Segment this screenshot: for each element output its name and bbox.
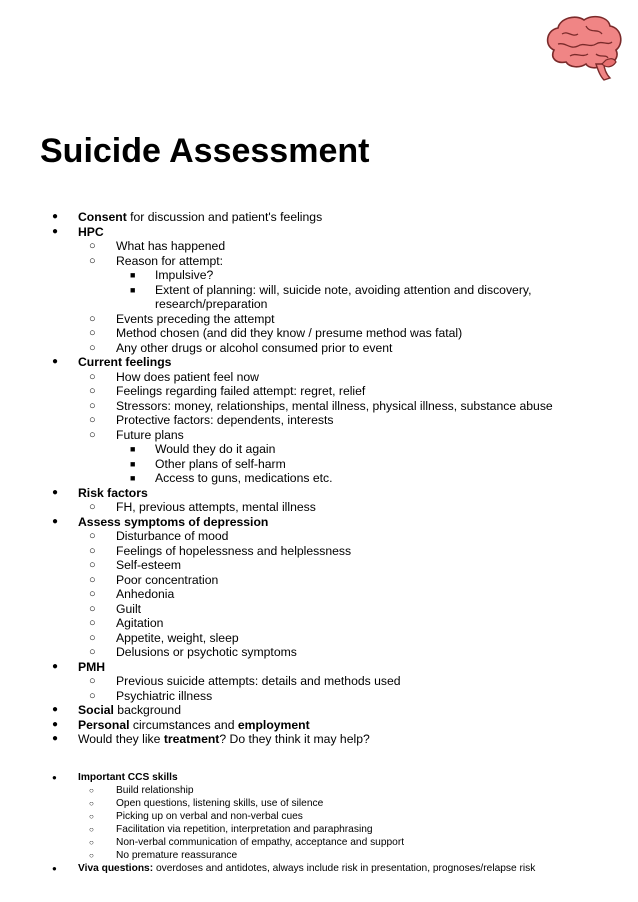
text-run: Would they do it again [155, 442, 276, 456]
text-run: for discussion and patient's feelings [126, 210, 323, 224]
bullet-icon: ○ [89, 530, 96, 542]
list-item [0, 558, 638, 573]
text-run: Facilitation via repetition, interpretation and paraphrasing [116, 823, 373, 835]
list-item-text [116, 500, 316, 515]
list-item [0, 399, 638, 414]
list-item-text [116, 823, 373, 836]
list-item [0, 836, 638, 849]
bold-text: treatment [163, 732, 220, 746]
text-run: Any other drugs or alcohol consumed prior to event [116, 340, 393, 355]
list-item [0, 326, 638, 341]
list-item-text [116, 428, 184, 443]
text-run: circumstances and [129, 717, 238, 732]
list-item-text [78, 355, 171, 370]
bullet-icon: ● [52, 660, 59, 672]
list-item-text [116, 616, 163, 631]
bullet-icon: ● [52, 863, 57, 873]
list-item-text [155, 268, 213, 283]
bullet-icon: ○ [89, 811, 94, 821]
text-run: Would they like [78, 732, 164, 746]
bullet-icon: ○ [89, 675, 96, 687]
text-run: Future plans [116, 427, 184, 442]
list-item [0, 862, 638, 875]
list-item [0, 587, 638, 602]
bullet-icon: ○ [89, 837, 94, 847]
list-item [0, 689, 638, 704]
text-run: Access to guns, medications etc. [155, 471, 333, 485]
list-item-text [116, 631, 239, 646]
bullet-icon: ○ [89, 370, 96, 383]
list-item-text [116, 254, 223, 269]
text-run: Method chosen (and did they know / presume method was fatal) [116, 326, 463, 340]
list-item-text [116, 689, 212, 704]
text-run: How does patient feel now [116, 369, 259, 384]
list-item [0, 797, 638, 810]
list-item [0, 428, 638, 443]
text-run: Open questions, listening skills, use of silence [116, 797, 324, 809]
bullet-icon: ○ [89, 254, 96, 267]
list-item [0, 384, 638, 399]
list-item-text [116, 384, 365, 399]
bullet-icon: ○ [89, 798, 94, 808]
bullet-icon: ○ [89, 544, 96, 557]
list-item [0, 500, 638, 515]
text-run: Disturbance of mood [116, 529, 229, 543]
brain-icon [540, 12, 626, 82]
bullet-icon: ○ [89, 785, 94, 795]
list-item [0, 268, 638, 283]
text-run: Appetite, weight, sleep [116, 630, 239, 645]
bullet-icon: ● [52, 733, 59, 744]
text-run: Previous suicide attempts: details and methods used [116, 674, 401, 688]
list-item-text [78, 486, 148, 501]
text-run: Delusions or psychotic symptoms [116, 645, 297, 659]
text-run: background [113, 703, 181, 717]
bullet-icon: ○ [89, 588, 96, 600]
list-item [0, 413, 638, 428]
bullet-icon: ○ [89, 559, 96, 571]
text-run: FH, previous attempts, mental illness [116, 500, 316, 514]
list-item-text [78, 515, 268, 530]
bullet-icon: ● [52, 772, 57, 782]
bullet-icon: ■ [130, 473, 136, 483]
list-item [0, 616, 638, 631]
bullet-icon: ○ [89, 428, 96, 441]
list-item [0, 573, 638, 588]
list-item [0, 645, 638, 660]
section-gap [0, 747, 638, 771]
list-item-text [78, 225, 104, 240]
text-run: Poor concentration [116, 572, 219, 587]
list-item [0, 312, 638, 327]
bullet-icon: ● [52, 211, 59, 222]
bullet-icon: ○ [89, 341, 96, 354]
list-item-text [155, 457, 286, 472]
list-item-text [116, 326, 462, 341]
list-item [0, 602, 638, 617]
bullet-icon: ○ [89, 850, 94, 860]
list-item-text [116, 602, 141, 617]
assessment-list [0, 210, 638, 875]
list-item-text [78, 703, 181, 718]
list-item [0, 718, 638, 733]
bullet-icon: ○ [89, 824, 94, 834]
text-run: Extent of planning: will, suicide note, avoiding attention and discovery, research/preparation [155, 282, 532, 311]
list-item [0, 442, 638, 457]
bullet-icon: ● [52, 225, 59, 237]
bullet-icon: ● [52, 515, 59, 527]
list-item-text [78, 862, 535, 875]
bold-text: HPC [78, 224, 104, 239]
list-item-text [78, 771, 178, 784]
bullet-icon: ■ [130, 284, 136, 295]
list-item [0, 341, 638, 356]
list-item-text [116, 558, 181, 573]
list-item [0, 674, 638, 689]
text-run: Events preceding the attempt [116, 311, 275, 326]
text-run: Other plans of self-harm [155, 456, 286, 471]
list-item [0, 457, 638, 472]
bullet-icon: ● [52, 356, 59, 367]
list-item-text [116, 797, 323, 810]
bullet-icon: ● [52, 486, 59, 498]
bullet-icon: ○ [89, 399, 96, 412]
list-item [0, 771, 638, 784]
text-run: What has happened [116, 239, 226, 253]
list-item [0, 810, 638, 823]
text-run: Anhedonia [116, 587, 175, 601]
list-item [0, 529, 638, 544]
list-item-text [116, 573, 218, 588]
bold-text: Important CCS skills [78, 771, 178, 783]
text-run: Picking up on verbal and non-verbal cues [116, 810, 303, 822]
list-item [0, 370, 638, 385]
text-run: Feelings regarding failed attempt: regret, relief [116, 384, 366, 398]
list-item-text [116, 544, 351, 559]
bold-text: Current feelings [78, 355, 172, 369]
bullet-icon: ○ [89, 414, 96, 426]
bullet-icon: ○ [89, 501, 96, 513]
list-item-text [116, 849, 237, 862]
bullet-icon: ● [52, 704, 59, 715]
list-item-text [116, 674, 401, 689]
list-item [0, 283, 638, 312]
text-run: Impulsive? [155, 268, 214, 282]
list-item-text [116, 399, 553, 414]
text-run: Build relationship [116, 784, 194, 796]
bullet-icon: ○ [89, 689, 96, 702]
list-item-text [78, 210, 322, 225]
list-item [0, 355, 638, 370]
text-run: overdoses and antidotes, always include risk in presentation, prognoses/relapse risk [153, 862, 536, 874]
list-item-text [116, 836, 404, 849]
list-item-text [155, 283, 535, 312]
bold-text: Assess symptoms of depression [78, 514, 269, 529]
bullet-icon: ■ [130, 444, 136, 454]
bold-text: Consent [78, 210, 127, 224]
list-item-text [78, 732, 370, 747]
bullet-icon: ○ [89, 573, 96, 586]
text-run: No premature reassurance [116, 849, 238, 861]
list-item [0, 631, 638, 646]
bold-text: Social [78, 703, 114, 717]
bullet-icon: ■ [130, 458, 136, 469]
text-run: Self-esteem [116, 558, 182, 572]
list-item-text [116, 341, 392, 356]
text-run: Feelings of hopelessness and helplessness [116, 543, 352, 558]
text-run: Reason for attempt: [116, 253, 224, 268]
list-item [0, 849, 638, 862]
list-item-text [116, 810, 303, 823]
list-item [0, 703, 638, 718]
list-item [0, 823, 638, 836]
bullet-icon: ● [52, 718, 59, 730]
list-item [0, 732, 638, 747]
list-item-text [116, 413, 333, 428]
bullet-icon: ○ [89, 240, 96, 252]
list-item [0, 544, 638, 559]
bold-text: Viva questions: [78, 862, 154, 874]
bold-text: Risk factors [78, 485, 148, 500]
bold-text: employment [237, 717, 310, 732]
bold-text: Personal [78, 717, 130, 732]
text-run: Stressors: money, relationships, mental illness, physical illness, substance abuse [116, 398, 553, 413]
list-item-text [116, 239, 225, 254]
list-item-text [116, 784, 194, 797]
bullet-icon: ○ [89, 602, 96, 615]
list-item [0, 239, 638, 254]
bullet-icon: ■ [130, 270, 136, 280]
text-run: Psychiatric illness [116, 688, 213, 703]
list-item-text [155, 442, 275, 457]
list-item-text [116, 645, 297, 660]
list-item-text [78, 660, 105, 675]
text-run: Protective factors: dependents, interests [116, 413, 334, 427]
text-run: Agitation [116, 616, 164, 630]
list-item-text [116, 529, 228, 544]
list-item [0, 515, 638, 530]
text-run: Non-verbal communication of empathy, acceptance and support [116, 836, 405, 848]
bullet-icon: ○ [89, 617, 96, 629]
bold-text: PMH [78, 659, 106, 674]
list-item [0, 210, 638, 225]
list-item-text [116, 370, 259, 385]
list-item [0, 486, 638, 501]
bullet-icon: ○ [89, 631, 96, 644]
page-title: Suicide Assessment [40, 132, 370, 170]
list-item [0, 225, 638, 240]
list-item-text [116, 587, 174, 602]
list-item-text [155, 471, 332, 486]
list-item-text [78, 718, 310, 733]
list-item [0, 471, 638, 486]
text-run: ? Do they think it may help? [219, 732, 370, 746]
text-run: Guilt [116, 601, 142, 616]
list-item [0, 784, 638, 797]
bullet-icon: ○ [89, 646, 96, 658]
list-item [0, 254, 638, 269]
list-item [0, 660, 638, 675]
list-item-text [116, 312, 275, 327]
bullet-icon: ○ [89, 312, 96, 325]
bullet-icon: ○ [89, 327, 96, 339]
bullet-icon: ○ [89, 385, 96, 397]
